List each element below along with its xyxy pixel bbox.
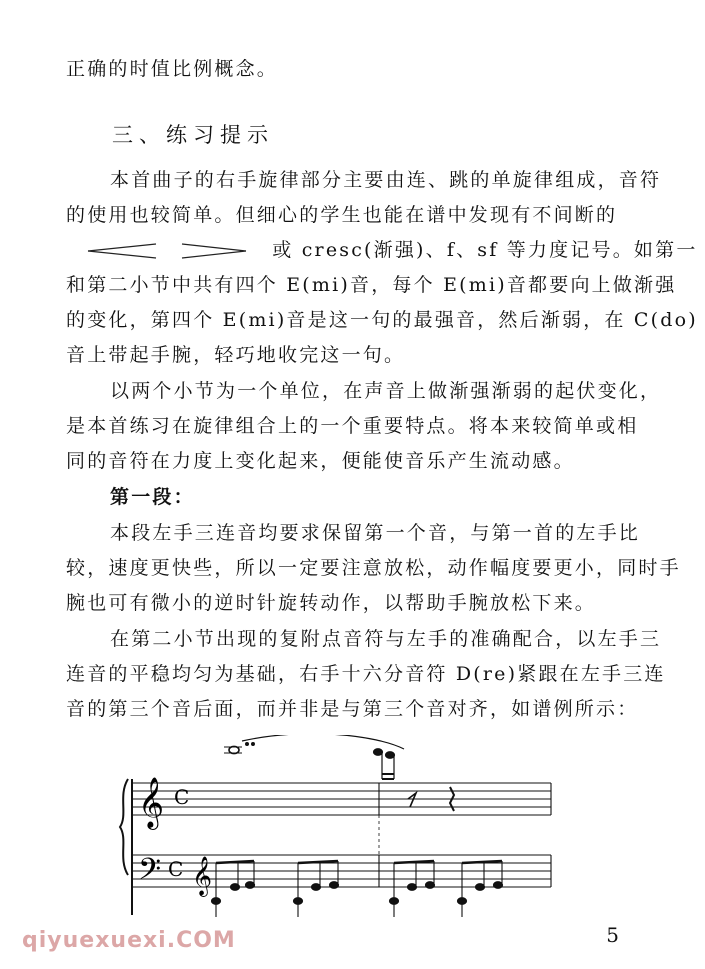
paragraph-1-line-3 xyxy=(86,233,698,267)
paragraph-4-line-3: 音的第三个音后面，而并非是与第三个音对齐，如谱例所示： xyxy=(66,698,639,720)
paragraph-1-line-2: 的使用也较简单。但细心的学生也能在谱中发现有不间断的 xyxy=(66,204,618,226)
treble-time-signature: C xyxy=(174,785,190,809)
watermark-logo: qiyuexuexi.COM xyxy=(22,928,236,953)
paragraph-4-line-2: 连音的平稳均匀为基础，右手十六分音符 D(re)紧跟在左手三连 xyxy=(66,663,666,685)
slur xyxy=(242,735,404,749)
section-title: 第一段： xyxy=(110,486,195,508)
dynamics-text: 或 cresc(渐强)、f、sf 等力度记号。如第一 xyxy=(272,239,698,261)
bass-inner-treble-clef-icon: 𝄞 xyxy=(192,856,213,896)
paragraph-2-line-3: 同的音符在力度上变化起来，便能使音乐产生流动感。 xyxy=(66,450,575,472)
paragraph-2-line-2: 是本首练习在旋律组合上的一个重要特点。将本来较简单或相 xyxy=(66,415,639,437)
paragraph-3-line-3: 腕也可有微小的逆时针旋转动作，以帮助手腕放松下来。 xyxy=(66,592,597,614)
treble-notes xyxy=(224,743,454,812)
paragraph-4-line-1: 在第二小节出现的复附点音符与左手的准确配合，以左手三 xyxy=(110,628,662,650)
bass-clef-icon: 𝄢 xyxy=(138,853,162,894)
section-heading: 三、练习提示 xyxy=(112,123,274,147)
page-number: 5 xyxy=(606,923,619,947)
crescendo-decrescendo-icon xyxy=(86,242,264,260)
paragraph-1-line-6: 音上带起手腕，轻巧地收完这一句。 xyxy=(66,344,406,366)
treble-clef-icon: 𝄞 xyxy=(138,777,165,828)
treble-staff xyxy=(132,783,551,815)
paragraph-3-line-2: 较，速度更快些，所以一定要注意放松，动作幅度要更小，同时手 xyxy=(66,557,681,579)
brace xyxy=(120,779,128,875)
paragraph-3-line-1: 本段左手三连音均要求保留第一个音，与第一首的左手比 xyxy=(110,522,641,544)
paragraph-1-line-1: 本首曲子的右手旋律部分主要由连、跳的单旋律组成，音符 xyxy=(110,169,662,191)
intro-tail-text: 正确的时值比例概念。 xyxy=(66,58,279,80)
bass-triplet-groups xyxy=(211,815,502,917)
paragraph-1-line-4: 和第二小节中共有四个 E(mi)音，每个 E(mi)音都要向上做渐强 xyxy=(66,274,677,296)
paragraph-2-line-1: 以两个小节为一个单位，在声音上做渐强渐弱的起伏变化， xyxy=(110,380,662,402)
music-score-example xyxy=(116,735,556,920)
bass-time-signature: C xyxy=(168,857,184,881)
paragraph-1-line-5: 的变化，第四个 E(mi)音是这一句的最强音，然后渐弱，在 C(do) xyxy=(66,309,698,331)
